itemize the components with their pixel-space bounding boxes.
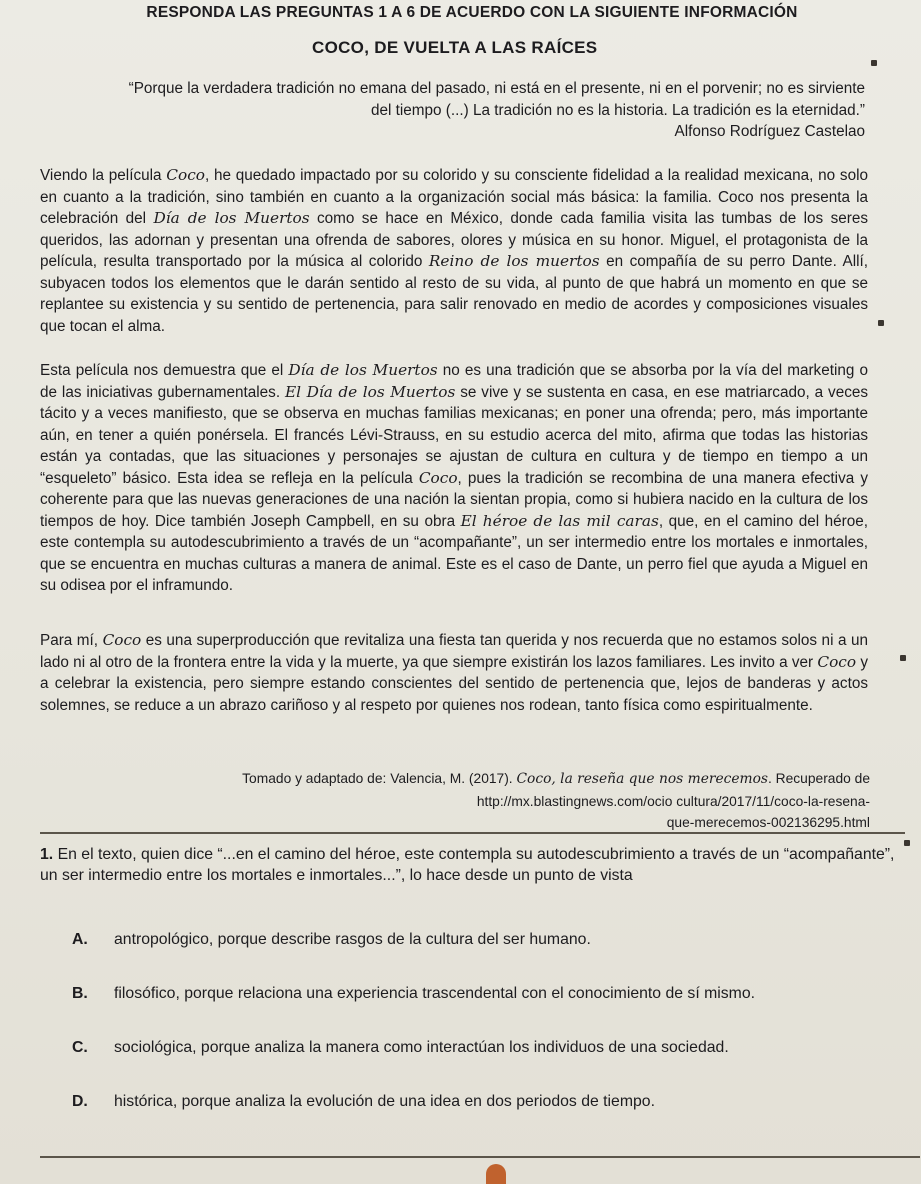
text-run: Esta película nos demuestra que el bbox=[40, 362, 289, 379]
text-run: , he quedado impactado por su colorido y su consciente fidelidad a la realidad mexicana, no solo en cuanto a la tradición, sino también en cuanto a la organización social más básica: la familia. Coco nos presenta la celebración del bbox=[40, 167, 868, 227]
italic-title: Coco bbox=[102, 631, 142, 649]
divider-top bbox=[40, 832, 905, 834]
option-text: antropológico, porque describe rasgos de la cultura del ser humano. bbox=[114, 931, 591, 948]
question-1 bbox=[40, 844, 910, 886]
text-run: se vive y se sustenta en casa, en ese matriarcado, a veces tácito y a veces manifiesto, que se observa en muchas familias mexicanas; en poner una ofrenda; pero, más importante aún, en tener a quién ponérsela. El francés Lévi-Strauss, en su estudio acerca del mito, afirma que todas las historias están ya contadas, que las situaciones y personajes se ajustan de cultura en cultura y de tiempo en tiempo a un “esqueleto” básico. Esta idea se refleja en la película bbox=[40, 383, 869, 487]
text-run: Viendo la película bbox=[40, 167, 167, 184]
margin-mark bbox=[878, 320, 884, 326]
question-text: En el texto, quien dice “...en el camino del héroe, este contempla su autodescubrimiento a través de un “acompañante”, un ser intermedio entre los mortales e inmortales...”, lo hace desde un punto de vista bbox=[40, 846, 895, 884]
epigraph-author: Alfonso Rodríguez Castelao bbox=[674, 123, 865, 140]
instructions-heading: RESPONDA LAS PREGUNTAS 1 A 6 DE ACUERDO CON LA SIGUIENTE INFORMACIÓN bbox=[146, 4, 798, 21]
source-citation bbox=[200, 768, 870, 834]
margin-mark bbox=[904, 840, 910, 846]
citation-url-line-1: http://mx.blastingnews.com/ocio cultura/2017/11/coco-la-resena- bbox=[476, 793, 870, 809]
italic-title: Coco bbox=[817, 652, 857, 671]
epigraph-quote-line-1: “Porque la verdadera tradición no emana del pasado, ni está en el presente, ni en el porvenir; no es sirviente bbox=[128, 80, 865, 97]
text-run: . Recuperado de bbox=[767, 771, 870, 786]
italic-title: Coco, la reseña que nos merecemos bbox=[516, 771, 768, 787]
option-letter: A. bbox=[72, 931, 88, 948]
option-d[interactable] bbox=[72, 1091, 902, 1112]
epigraph bbox=[85, 78, 865, 143]
text-run: Para mí, bbox=[40, 632, 103, 649]
italic-title: El héroe de las mil caras bbox=[460, 511, 659, 530]
article-title: COCO, DE VUELTA A LAS RAÍCES bbox=[312, 38, 598, 57]
text-run: Tomado y adaptado de: Valencia, M. (2017). bbox=[242, 771, 517, 786]
question-number: 1. bbox=[40, 846, 54, 863]
paragraph-1 bbox=[40, 165, 868, 337]
text-run: es una superproducción que revitaliza una fiesta tan querida y nos recuerda que no estamos solos ni a un lado ni al otro de la frontera entre la vida y la muerte, ya que siempre existirán los lazos familiares. Les invito a ver bbox=[40, 632, 868, 671]
text-run: en compañía de su perro Dante. Allí, subyacen todos los elementos que le darán sentido al resto de su vida, al punto de que habrá un momento en que se replantee su existencia y su sentido de pertenencia, para salir renovado en medio de acordes y composiciones visuales que tocan el alma. bbox=[40, 253, 868, 335]
divider-bottom bbox=[40, 1156, 920, 1158]
paragraph-2 bbox=[40, 360, 868, 597]
italic-title: Día de los Muertos bbox=[288, 361, 438, 379]
text-run: no es una tradición que se absorba por la vía del marketing o de las iniciativas gubernamentales. bbox=[40, 362, 868, 401]
italic-title: El Día de los Muertos bbox=[285, 382, 456, 401]
option-text: filosófico, porque relaciona una experiencia trascendental con el conocimiento de sí mismo. bbox=[114, 985, 756, 1002]
text-run: y a celebrar la existencia, pero siempre estando conscientes del sentido de pertenencia que, lejos de banderas y actos solemnes, se reduce a un abrazo cariñoso y al respeto por quienes nos rodean, tanto física como espiritualmente. bbox=[40, 653, 868, 714]
italic-title: Coco bbox=[166, 166, 205, 184]
citation-url-line-2: que-merecemos-002136295.html bbox=[666, 815, 870, 830]
epigraph-quote-line-2: del tiempo (...) La tradición no es la historia. La tradición es la eternidad.” bbox=[370, 101, 865, 119]
italic-title: Coco bbox=[418, 468, 458, 487]
option-text: histórica, porque analiza la evolución de una idea en dos periodos de tiempo. bbox=[114, 1093, 655, 1110]
margin-mark bbox=[871, 60, 877, 66]
option-c[interactable] bbox=[72, 1037, 902, 1058]
option-b[interactable] bbox=[72, 983, 902, 1004]
option-letter: D. bbox=[72, 1093, 88, 1110]
italic-title: Día de los Muertos bbox=[153, 209, 310, 227]
option-text: sociológica, porque analiza la manera como interactúan los individuos de una sociedad. bbox=[114, 1039, 729, 1056]
citation-line-1 bbox=[200, 768, 870, 791]
text-run: , que, en el camino del héroe, este contempla su autodescubrimiento a través de un “acompañante”, un ser intermedio entre los mortales e inmortales, que se encuentra en muchas culturas a manera de animal. Este es el caso de Dante, un perro fiel que ayuda a Miguel en su odisea por el inframundo. bbox=[40, 512, 869, 594]
italic-title: Reino de los muertos bbox=[428, 252, 600, 270]
option-letter: C. bbox=[72, 1039, 88, 1056]
text-run: , pues la tradición se recombina de una manera efectiva y coherente para que las nuevas generaciones de una nación la sientan propia, como si hubiera nacido en la cultura de los tiempos de hoy. Dice también Joseph Campbell, en su obra bbox=[40, 469, 868, 530]
paragraph-3 bbox=[40, 630, 868, 716]
page-tab bbox=[486, 1164, 506, 1184]
option-letter: B. bbox=[72, 985, 88, 1002]
margin-mark bbox=[900, 655, 906, 661]
text-run: como se hace en México, donde cada familia visita las tumbas de los seres queridos, las adornan y presentan una ofrenda de sabores, olores y música en su honor. Miguel, el protagonista de la película, resulta transportado por la música al colorido bbox=[40, 210, 868, 270]
option-a[interactable] bbox=[72, 929, 902, 950]
